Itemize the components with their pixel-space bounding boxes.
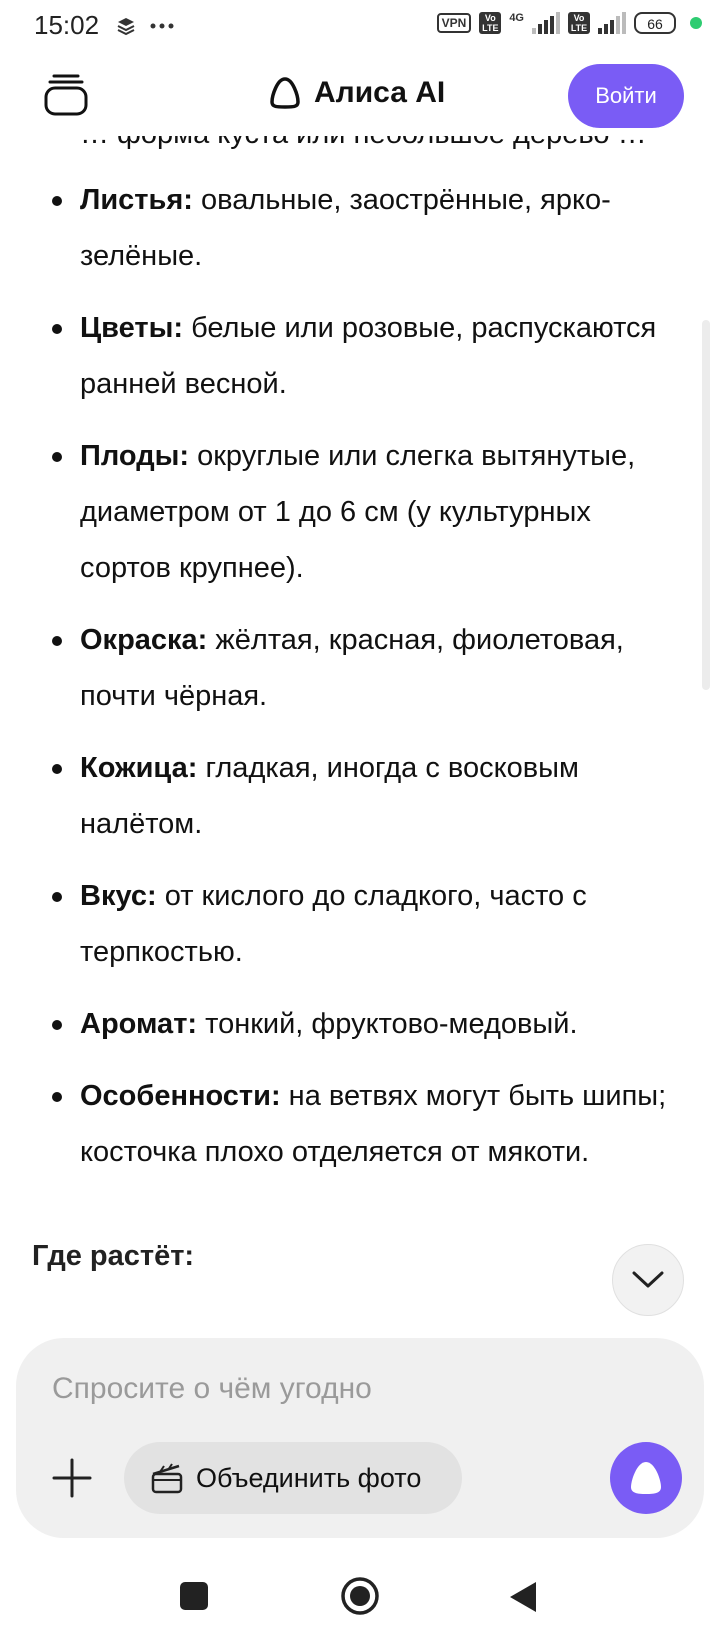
list-item	[0, 740, 720, 852]
signal-icon-2	[598, 12, 626, 34]
add-attachment-button[interactable]	[50, 1456, 94, 1500]
nav-home-button[interactable]	[340, 1576, 380, 1616]
merge-photos-label: Объединить фото	[196, 1462, 422, 1493]
chevron-down-icon	[631, 1270, 665, 1290]
fact-term: Аромат:	[80, 1008, 198, 1040]
list-item	[0, 868, 720, 980]
privacy-dot-icon	[690, 17, 702, 29]
fact-term: Кожица:	[80, 752, 198, 784]
list-item	[0, 1068, 720, 1180]
app-header	[0, 56, 720, 136]
chats-menu-icon[interactable]	[44, 72, 88, 116]
fact-text: жёлтая, красная, фиолетовая, почти чёрная.	[80, 624, 624, 712]
alice-voice-button[interactable]	[610, 1442, 682, 1514]
list-item	[0, 172, 720, 284]
fact-text: гладкая, иногда с восковым налётом.	[80, 752, 579, 840]
layers-icon	[116, 16, 136, 36]
vpn-badge: VPN	[437, 13, 472, 33]
section-heading: Где растёт:	[32, 1240, 195, 1272]
login-button[interactable]: Войти	[568, 64, 684, 128]
scrollbar[interactable]	[702, 320, 710, 690]
status-left-icons	[116, 16, 174, 36]
fact-term: Плоды:	[80, 440, 190, 472]
status-bar	[0, 0, 720, 54]
facts-list	[0, 172, 720, 1196]
volte-icon: Vo LTE	[479, 12, 501, 34]
fact-term: Листья:	[80, 184, 193, 216]
fact-text: на ветвях могут быть шипы; косточка плохо отделяется от мякоти.	[80, 1080, 667, 1168]
fact-text: тонкий, фруктово-медовый.	[197, 1008, 578, 1040]
scroll-down-button[interactable]	[612, 1244, 684, 1316]
merge-photos-button[interactable]	[124, 1442, 462, 1514]
clapperboard-icon	[150, 1462, 184, 1494]
nav-square-button[interactable]	[180, 1582, 208, 1610]
volte-icon-2: Vo LTE	[568, 12, 590, 34]
fact-text: округлые или слегка вытянутые, диаметром от 1 до 6 см (у культурных сортов крупнее).	[80, 440, 636, 584]
status-right-icons	[437, 12, 702, 34]
list-item	[0, 428, 720, 596]
battery-icon: 66	[634, 12, 676, 34]
nav-back-button[interactable]	[508, 1580, 538, 1614]
fact-text: овальные, заострённые, ярко-зелёные.	[80, 184, 611, 272]
fact-term: Цветы:	[80, 312, 184, 344]
fact-term: Особенности:	[80, 1080, 281, 1112]
composer-panel	[16, 1338, 704, 1538]
status-time: 15:02	[34, 10, 100, 40]
more-dots-icon	[150, 22, 174, 30]
app-title: Алиса AI	[314, 76, 446, 109]
fact-text: белые или розовые, распускаются ранней весной.	[80, 312, 657, 400]
list-item	[0, 996, 720, 1052]
chat-content[interactable]	[0, 136, 720, 1326]
signal-icon	[532, 12, 560, 34]
fact-text: от кислого до сладкого, часто с терпкостью.	[80, 880, 587, 968]
fact-term: Окраска:	[80, 624, 208, 656]
fact-term: Вкус:	[80, 880, 157, 912]
alice-icon	[626, 1460, 666, 1496]
system-nav-bar	[0, 1556, 720, 1650]
list-item	[0, 612, 720, 724]
list-item	[0, 300, 720, 412]
alice-logo-icon	[268, 76, 302, 110]
network-type: 4G	[509, 12, 524, 24]
brand	[268, 76, 445, 110]
chat-input[interactable]	[50, 1360, 654, 1418]
